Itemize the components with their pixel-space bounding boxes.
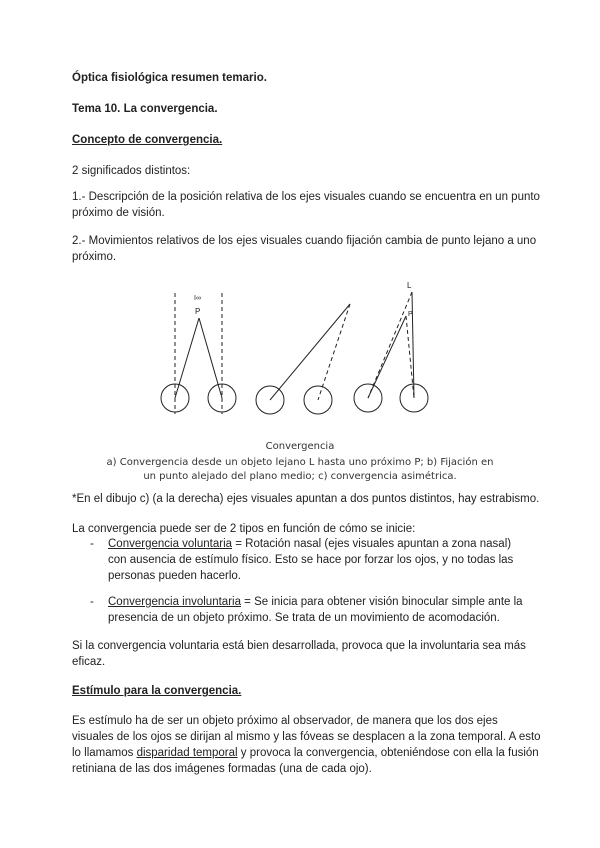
types-intro: La convergencia puede ser de 2 tipos en función de cómo se inicie:: [72, 523, 416, 535]
term-voluntary: Convergencia voluntaria: [108, 538, 233, 550]
involuntary-definition: = Se inicia para obtener visión binocular simple ante la presencia de un objeto próximo. Se trata de un movimiento de acomodación.: [108, 596, 523, 624]
convergence-figure: [150, 278, 460, 418]
term-involuntary: Convergencia involuntaria: [108, 596, 241, 608]
meaning-1: 1.- Descripción de la posición relativa de los ejes visuales cuando se encuentra en un punto próximo de visión.: [72, 191, 540, 219]
meaning-2: 2.- Movimientos relativos de los ejes visuales cuando fijación cambia de punto lejano a uno próximo.: [72, 235, 537, 263]
figure-caption-title: Convergencia: [265, 441, 335, 452]
document-title: Óptica fisiológica resumen temario.: [72, 72, 267, 84]
axis-line: [199, 318, 222, 398]
strabismus-note: *En el dibujo c) (a la derecha) ejes visuales apuntan a dos puntos distintos, hay estrabismo.: [72, 493, 540, 505]
list-dash: -: [90, 596, 94, 608]
stimulus-paragraph: Es estímulo ha de ser un objeto próximo al observador, de manera que los dos ejes visuales de los ojos se dirijan al mismo y las fóveas se desplacen a la zona temporal. A esto lo llamamos disparidad temporal y provoca la convergencia, obteniéndose con ella la fusión retiniana de las dos imágenes formadas (una de cada ojo).: [72, 715, 541, 775]
term-temporal-disparity: disparidad temporal: [136, 747, 238, 759]
axis-line: [318, 304, 350, 400]
axis-line: [368, 316, 406, 398]
section-heading-concept: Concepto de convergencia.: [72, 134, 223, 146]
label-p-near-c: P: [408, 311, 413, 318]
voluntary-definition: = Rotación nasal (ejes visuales apuntan a zona nasal) con ausencia de estímulo físico. Esto se hace por forzar los ojos, y no todas las personas pueden hacerlo.: [108, 538, 514, 582]
list-dash: -: [90, 538, 94, 550]
axis-line: [368, 292, 412, 398]
label-infinity: I∞: [194, 295, 201, 302]
figure-caption-line2: un punto alejado del plano medio; c) convergencia asimétrica.: [143, 471, 457, 482]
label-p-near: P: [195, 307, 201, 316]
section-heading-stimulus: Estímulo para la convergencia.: [72, 685, 242, 697]
label-l-far: L: [407, 281, 412, 290]
axis-line: [270, 304, 350, 400]
intro-text: 2 significados distintos:: [72, 165, 191, 177]
figure-caption-line1: a) Convergencia desde un objeto lejano L hasta uno próximo P; b) Fijación en: [106, 457, 494, 468]
topic-heading: Tema 10. La convergencia.: [72, 103, 218, 115]
axis-line: [175, 318, 199, 398]
relation-text: Si la convergencia voluntaria está bien desarrollada, provoca que la involuntaria sea más eficaz.: [72, 640, 526, 668]
